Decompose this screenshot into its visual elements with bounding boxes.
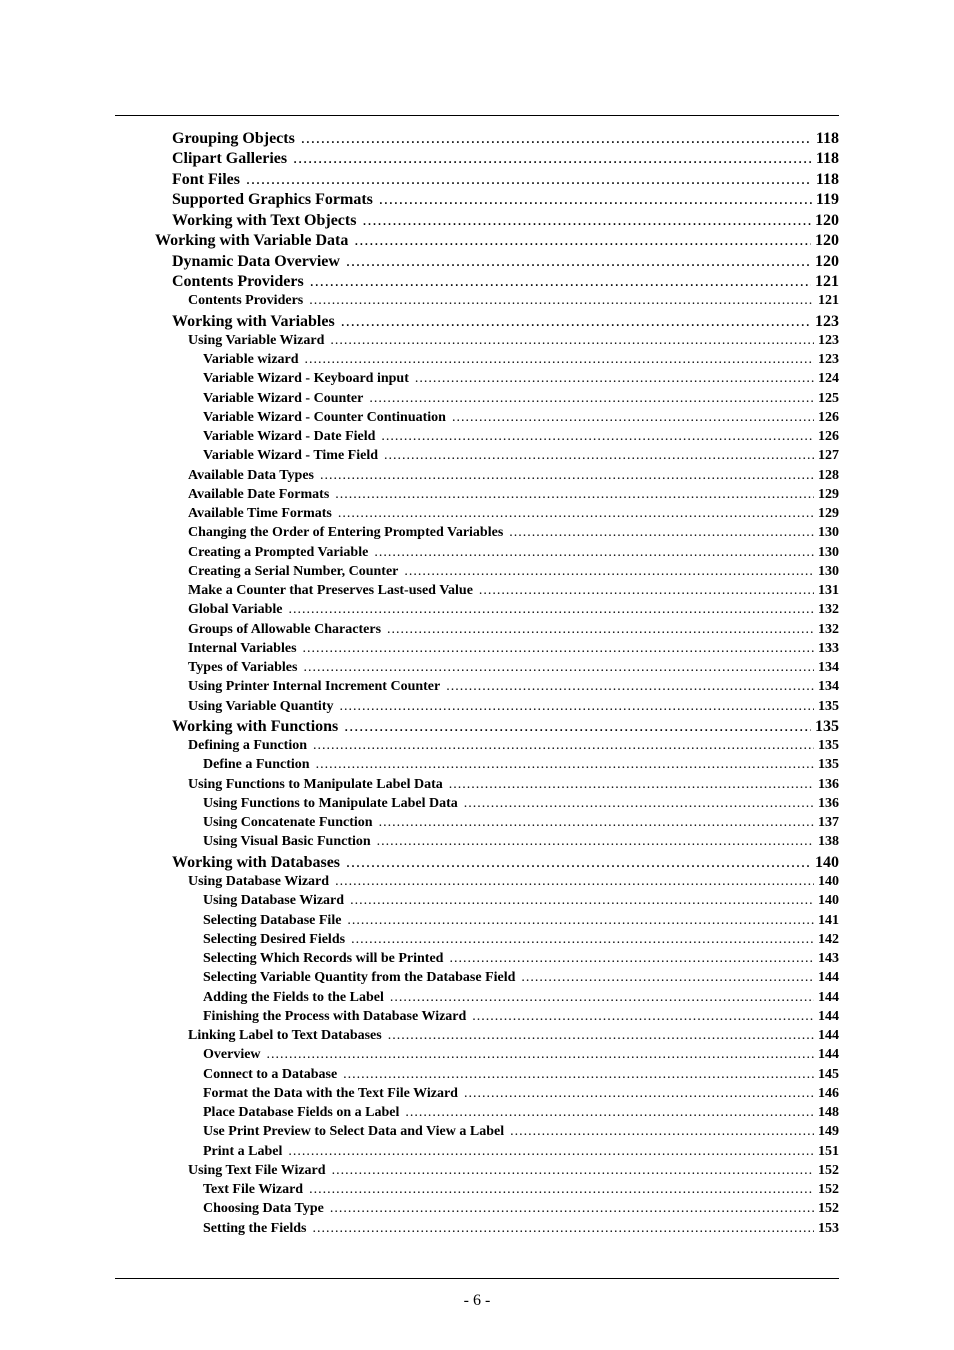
toc-entry[interactable]: [188, 545, 839, 561]
header-rule: [115, 115, 839, 116]
toc-entry-page: 144: [818, 1009, 839, 1024]
toc-entry[interactable]: [203, 970, 839, 986]
dot-leader: [330, 333, 814, 349]
toc-entry-page: 129: [818, 506, 839, 521]
dot-leader: [390, 990, 814, 1006]
toc-entry[interactable]: [188, 468, 839, 484]
toc-entry[interactable]: [203, 1144, 839, 1160]
toc-entry-page: 123: [815, 313, 839, 330]
toc-entry-title: Finishing the Process with Database Wizard: [203, 1009, 467, 1024]
dot-leader: [293, 150, 812, 168]
toc-entry[interactable]: [203, 1201, 839, 1217]
toc-entry[interactable]: [172, 191, 839, 209]
toc-entry[interactable]: [203, 990, 839, 1006]
toc-entry[interactable]: [172, 273, 839, 291]
toc-entry[interactable]: [188, 641, 839, 657]
toc-entry-title: Make a Counter that Preserves Last-used Value: [188, 583, 473, 598]
dot-leader: [343, 1067, 814, 1083]
toc-entry-title: Selecting Variable Quantity from the Database Field: [203, 970, 516, 985]
dot-leader: [338, 506, 814, 522]
dot-leader: [452, 410, 814, 426]
toc-entry-page: 130: [818, 564, 839, 579]
toc-entry[interactable]: [188, 333, 839, 349]
toc-entry-page: 128: [818, 468, 839, 483]
toc-entry-title: Font Files: [172, 171, 240, 188]
dot-leader: [339, 699, 814, 715]
toc-entry-page: 118: [815, 171, 839, 188]
toc-entry[interactable]: [203, 1086, 839, 1102]
dot-leader: [301, 130, 812, 148]
toc-entry[interactable]: [188, 602, 839, 618]
dot-leader: [303, 641, 814, 657]
toc-entry-page: 145: [818, 1067, 839, 1082]
dot-leader: [309, 293, 814, 309]
dot-leader: [449, 951, 814, 967]
toc-entry[interactable]: [188, 525, 839, 541]
toc-entry[interactable]: [172, 150, 839, 168]
toc-entry-page: 120: [815, 232, 839, 249]
toc-entry-page: 148: [818, 1105, 839, 1120]
toc-entry-title: Defining a Function: [188, 738, 308, 753]
toc-entry-title: Using Variable Wizard: [188, 333, 325, 348]
toc-entry-title: Connect to a Database: [203, 1067, 338, 1082]
toc-entry-title: Selecting Desired Fields: [203, 932, 346, 947]
dot-leader: [347, 913, 814, 929]
toc-entry[interactable]: [188, 583, 839, 599]
toc-entry-page: 132: [818, 602, 839, 617]
dot-leader: [267, 1047, 814, 1063]
toc-entry-page: 130: [818, 525, 839, 540]
toc-entry-page: 121: [818, 293, 839, 308]
toc-entry-title: Using Variable Quantity: [188, 699, 334, 714]
toc-entry-page: 120: [815, 212, 839, 229]
toc-entry-page: 135: [815, 718, 839, 735]
dot-leader: [404, 564, 814, 580]
dot-leader: [362, 212, 811, 230]
toc-entry[interactable]: [188, 777, 839, 793]
toc-entry-title: Changing the Order of Entering Prompted Variables: [188, 525, 504, 540]
toc-entry[interactable]: [203, 757, 839, 773]
toc-entry-title: Global Variable: [188, 602, 283, 617]
toc-entry-title: Working with Text Objects: [172, 212, 357, 229]
dot-leader: [350, 893, 814, 909]
toc-entry[interactable]: [203, 410, 839, 426]
toc-entry-page: 152: [818, 1201, 839, 1216]
toc-entry[interactable]: [188, 738, 839, 754]
toc-entry-page: 127: [818, 448, 839, 463]
toc-entry-page: 140: [818, 874, 839, 889]
toc-entry-page: 135: [818, 757, 839, 772]
toc-entry[interactable]: [203, 391, 839, 407]
toc-entry[interactable]: [188, 506, 839, 522]
toc-entry-page: 123: [818, 352, 839, 367]
toc-entry[interactable]: [203, 932, 839, 948]
toc-entry-title: Using Concatenate Function: [203, 815, 373, 830]
toc-entry-page: 133: [818, 641, 839, 656]
dot-leader: [330, 1201, 814, 1217]
toc-entry[interactable]: [172, 130, 839, 148]
dot-leader: [509, 525, 814, 541]
toc-entry-title: Use Print Preview to Select Data and View a Label: [203, 1124, 505, 1139]
toc-entry[interactable]: [172, 718, 839, 736]
dot-leader: [384, 448, 814, 464]
toc-entry[interactable]: [188, 1163, 839, 1179]
toc-entry[interactable]: [172, 313, 839, 331]
toc-entry[interactable]: [203, 1221, 839, 1237]
toc-entry-page: 123: [818, 333, 839, 348]
toc-entry-page: 126: [818, 429, 839, 444]
toc-entry-page: 118: [815, 130, 839, 147]
toc-entry-page: 118: [815, 150, 839, 167]
dot-leader: [369, 391, 814, 407]
toc-entry-title: Overview: [203, 1047, 261, 1062]
toc-entry-page: 143: [818, 951, 839, 966]
toc-entry-page: 140: [818, 893, 839, 908]
toc-entry-page: 129: [818, 487, 839, 502]
toc-entry-title: Supported Graphics Formats: [172, 191, 373, 208]
dot-leader: [320, 468, 814, 484]
toc-entry-page: 134: [818, 660, 839, 675]
dot-leader: [316, 757, 814, 773]
toc-entry-title: Variable Wizard - Counter Continuation: [203, 410, 446, 425]
toc-entry-page: 140: [815, 854, 839, 871]
dot-leader: [303, 660, 814, 676]
footer-rule: [115, 1278, 839, 1279]
toc-entry-page: 120: [815, 253, 839, 270]
toc-entry[interactable]: [203, 352, 839, 368]
toc-entry-page: 144: [818, 990, 839, 1005]
toc-entry-title: Variable Wizard - Date Field: [203, 429, 376, 444]
dot-leader: [346, 854, 811, 872]
toc-entry-title: Contents Providers: [172, 273, 304, 290]
toc-entry-page: 131: [818, 583, 839, 598]
toc-entry-title: Linking Label to Text Databases: [188, 1028, 382, 1043]
toc-entry-title: Using Functions to Manipulate Label Data: [188, 777, 443, 792]
toc-entry[interactable]: [188, 487, 839, 503]
toc-entry-title: Variable Wizard - Time Field: [203, 448, 379, 463]
toc-entry-page: 134: [818, 679, 839, 694]
toc-entry-page: 121: [815, 273, 839, 290]
toc-entry[interactable]: [203, 448, 839, 464]
toc-entry-title: Working with Variable Data: [155, 232, 349, 249]
dot-leader: [464, 796, 814, 812]
dot-leader: [346, 253, 811, 271]
dot-leader: [381, 429, 814, 445]
toc-entry[interactable]: [188, 622, 839, 638]
toc-entry-title: Clipart Galleries: [172, 150, 288, 167]
toc-entry-title: Available Date Formats: [188, 487, 330, 502]
toc-entry[interactable]: [203, 951, 839, 967]
toc-entry-title: Choosing Data Type: [203, 1201, 324, 1216]
toc-entry[interactable]: [203, 834, 839, 850]
dot-leader: [464, 1086, 814, 1102]
toc-entry[interactable]: [203, 371, 839, 387]
toc-entry[interactable]: [188, 293, 839, 309]
toc-entry[interactable]: [203, 429, 839, 445]
dot-leader: [479, 583, 814, 599]
toc-entry-title: Adding the Fields to the Label: [203, 990, 384, 1005]
toc-entry[interactable]: [203, 1009, 839, 1025]
toc-entry-title: Groups of Allowable Characters: [188, 622, 382, 637]
dot-leader: [510, 1124, 814, 1140]
dot-leader: [377, 834, 814, 850]
toc-entry-title: Internal Variables: [188, 641, 297, 656]
toc-entry-page: 135: [818, 738, 839, 753]
toc-entry-page: 125: [818, 391, 839, 406]
dot-leader: [351, 932, 814, 948]
dot-leader: [313, 738, 814, 754]
toc-entry-title: Define a Function: [203, 757, 310, 772]
toc-entry-title: Selecting Which Records will be Printed: [203, 951, 444, 966]
toc-entry-page: 152: [818, 1163, 839, 1178]
toc-entry-title: Available Time Formats: [188, 506, 332, 521]
toc-entry-page: 144: [818, 970, 839, 985]
dot-leader: [335, 487, 814, 503]
toc-entry-title: Print a Label: [203, 1144, 283, 1159]
toc-entry-title: Using Database Wizard: [203, 893, 345, 908]
toc-entry-title: Place Database Fields on a Label: [203, 1105, 400, 1120]
toc-entry-title: Using Printer Internal Increment Counter: [188, 679, 441, 694]
toc-entry[interactable]: [203, 913, 839, 929]
toc-entry[interactable]: [172, 171, 839, 189]
toc-entry-page: 142: [818, 932, 839, 947]
toc-entry-title: Working with Functions: [172, 718, 339, 735]
dot-leader: [449, 777, 814, 793]
toc-entry-page: 152: [818, 1182, 839, 1197]
toc-entry[interactable]: [188, 564, 839, 580]
dot-leader: [288, 1144, 814, 1160]
toc-entry-page: 132: [818, 622, 839, 637]
dot-leader: [312, 1221, 814, 1237]
toc-entry-title: Creating a Serial Number, Counter: [188, 564, 399, 579]
dot-leader: [310, 273, 811, 291]
toc-entry[interactable]: [172, 212, 839, 230]
toc-entry-title: Variable Wizard - Counter: [203, 391, 364, 406]
dot-leader: [335, 874, 814, 890]
toc-entry-title: Format the Data with the Text File Wizard: [203, 1086, 458, 1101]
toc-entry-title: Using Visual Basic Function: [203, 834, 371, 849]
toc-entry-title: Creating a Prompted Variable: [188, 545, 369, 560]
toc-entry-title: Contents Providers: [188, 293, 304, 308]
dot-leader: [344, 718, 811, 736]
dot-leader: [246, 171, 812, 189]
toc-entry-title: Setting the Fields: [203, 1221, 307, 1236]
toc-entry[interactable]: [203, 815, 839, 831]
toc-entry-page: 124: [818, 371, 839, 386]
toc-entry[interactable]: [188, 1028, 839, 1044]
toc-entry[interactable]: [203, 1105, 839, 1121]
dot-leader: [341, 313, 811, 331]
toc-entry-title: Using Text File Wizard: [188, 1163, 326, 1178]
toc-entry-page: 146: [818, 1086, 839, 1101]
toc-entry[interactable]: [172, 253, 839, 271]
toc-entry-page: 144: [818, 1028, 839, 1043]
toc-entry[interactable]: [203, 796, 839, 812]
dot-leader: [405, 1105, 814, 1121]
toc-entry[interactable]: [155, 232, 839, 250]
toc-entry-page: 135: [818, 699, 839, 714]
toc-entry-page: 126: [818, 410, 839, 425]
toc-entry-title: Grouping Objects: [172, 130, 295, 147]
toc-entry[interactable]: [203, 1047, 839, 1063]
dot-leader: [415, 371, 814, 387]
toc-entry-page: 153: [818, 1221, 839, 1236]
dot-leader: [379, 191, 812, 209]
dot-leader: [332, 1163, 814, 1179]
toc-entry[interactable]: [203, 893, 839, 909]
toc-entry-page: 151: [818, 1144, 839, 1159]
dot-leader: [289, 602, 814, 618]
toc-entry-title: Types of Variables: [188, 660, 298, 675]
toc-entry-page: 137: [818, 815, 839, 830]
page-number: - 6 -: [463, 1292, 491, 1309]
dot-leader: [309, 1182, 814, 1198]
toc-entry-page: 130: [818, 545, 839, 560]
toc-entry-title: Available Data Types: [188, 468, 315, 483]
toc-entry[interactable]: [188, 660, 839, 676]
toc-entry[interactable]: [203, 1124, 839, 1140]
dot-leader: [521, 970, 814, 986]
dot-leader: [388, 1028, 814, 1044]
toc-entry-title: Variable wizard: [203, 352, 299, 367]
toc-entry-title: Using Database Wizard: [188, 874, 330, 889]
toc-entry[interactable]: [188, 874, 839, 890]
toc-entry-title: Working with Databases: [172, 854, 341, 871]
toc-entry[interactable]: [203, 1067, 839, 1083]
dot-leader: [374, 545, 814, 561]
toc-entry-page: 136: [818, 796, 839, 811]
toc-entry[interactable]: [172, 854, 839, 872]
toc-entry-page: 144: [818, 1047, 839, 1062]
toc-entry-title: Selecting Database File: [203, 913, 342, 928]
dot-leader: [387, 622, 814, 638]
dot-leader: [379, 815, 814, 831]
toc-entry-page: 141: [818, 913, 839, 928]
toc-entry-page: 149: [818, 1124, 839, 1139]
toc-entry-title: Dynamic Data Overview: [172, 253, 340, 270]
dot-leader: [446, 679, 814, 695]
toc-entry-title: Using Functions to Manipulate Label Data: [203, 796, 458, 811]
toc-entry-title: Variable Wizard - Keyboard input: [203, 371, 409, 386]
dot-leader: [472, 1009, 814, 1025]
toc-entry[interactable]: [188, 679, 839, 695]
toc-entry-page: 119: [815, 191, 839, 208]
toc-entry-page: 136: [818, 777, 839, 792]
toc-entry-title: Text File Wizard: [203, 1182, 304, 1197]
dot-leader: [305, 352, 814, 368]
dot-leader: [354, 232, 811, 250]
toc-entry-title: Working with Variables: [172, 313, 335, 330]
toc-entry[interactable]: [188, 699, 839, 715]
toc-entry[interactable]: [203, 1182, 839, 1198]
toc-entry-page: 138: [818, 834, 839, 849]
